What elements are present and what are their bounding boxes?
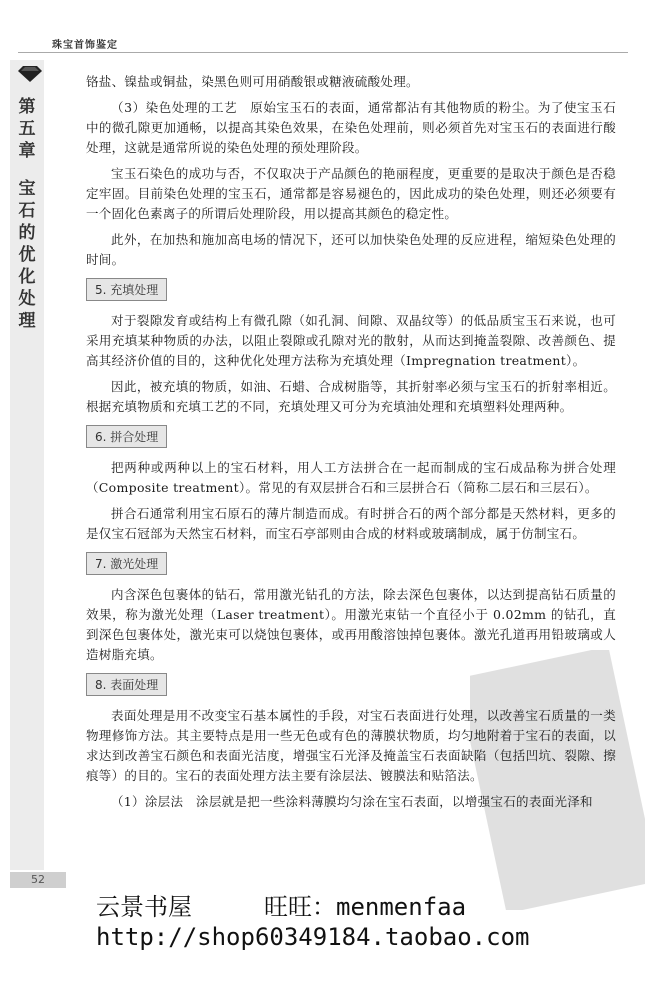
paragraph: 对于裂隙发育或结构上有微孔隙（如孔洞、间隙、双晶纹等）的低品质宝玉石来说，也可采用充填某种物质的办法，以阻止裂隙或孔隙对光的散射，从而达到掩盖裂隙、改善颜色、提高其经济价值的目的，这种优化处理方法称为充填处理（Impregnation treatment）。: [86, 313, 616, 368]
chapter-label: 第五章: [18, 97, 36, 161]
page-header: [52, 33, 118, 49]
paragraph: 把两种或两种以上的宝石材料，用人工方法拼合在一起而制成的宝石成品称为拼合处理（Composite treatment）。常见的有双层拼合石和三层拼合石（简称二层石和三层石）。: [86, 460, 616, 495]
section-heading-composite: 6. 拼合处理: [86, 425, 167, 448]
paragraph: 内含深色包裹体的钻石，常用激光钻孔的方法，除去深色包裹体，以达到提高钻石质量的效果，称为激光处理（Laser treatment）。用激光束钻一个直径小于 0.02mm 的钻孔，直到深色包裹体处，激光束可以烧蚀包裹体，或再用酸溶蚀掉包裹体。激光孔道再用铅玻璃或人造树脂充填。: [86, 587, 616, 662]
chapter-vertical-title: [14, 96, 40, 332]
chapter-title: 宝石的优化处理: [18, 179, 36, 331]
diamond-icon: [18, 66, 42, 82]
paragraph: （1）涂层法 涂层就是把一些涂料薄膜均匀涂在宝石表面，以增强宝石的表面光泽和: [111, 794, 593, 809]
section-heading-impregnation: 5. 充填处理: [86, 278, 167, 301]
main-content: [86, 72, 616, 812]
book-title: 珠宝首饰鉴定: [52, 40, 118, 51]
paragraph: 因此，被充填的物质，如油、石蜡、合成树脂等，其折射率必须与宝玉石的折射率相近。根据充填物质和充填工艺的不同，充填处理又可分为充填油处理和充填塑料处理两种。: [86, 379, 616, 414]
watermark-line-2: http://shop60349184.taobao.com: [96, 923, 530, 951]
paragraph: 此外，在加热和施加高电场的情况下，还可以加快染色处理的反应进程，缩短染色处理的时间。: [86, 232, 616, 267]
paragraph: （3）染色处理的工艺 原始宝玉石的表面，通常都沾有其他物质的粉尘。为了使宝玉石中的微孔隙更加通畅，以提高其染色效果，在染色处理前，则必须首先对宝玉石的表面进行酸处理，这就是通常所说的染色处理的预处理阶段。: [86, 100, 616, 155]
paragraph: 表面处理是用不改变宝石基本属性的手段，对宝石表面进行处理，以改善宝石质量的一类物理修饰方法。其主要特点是用一些无色或有色的薄膜状物质，均匀地附着于宝石的表面，以求达到改善宝石颜色和表面光洁度，增强宝石光泽及掩盖宝石表面缺陷（包括凹坑、裂隙、擦痕等）的目的。宝石的表面处理方法主要有涂层法、镀膜法和贴箔法。: [86, 708, 616, 783]
paragraph: 宝玉石染色的成功与否，不仅取决于产品颜色的艳丽程度，更重要的是取决于颜色是否稳定牢固。目前染色处理的宝玉石，通常都是容易褪色的，因此成功的染色处理，则还必须要有一个固化色素离子的所谓后处理阶段，用以提高其颜色的稳定性。: [86, 166, 616, 221]
shop-watermark: [96, 892, 636, 952]
page-number: 52: [10, 872, 66, 888]
header-rule: [18, 52, 628, 53]
watermark-line-1: 云景书屋 旺旺：menmenfaa: [96, 893, 467, 921]
section-heading-surface: 8. 表面处理: [86, 673, 167, 696]
paragraph: 铬盐、镍盐或铜盐，染黑色则可用硝酸银或糖液硫酸处理。: [86, 74, 419, 89]
section-heading-laser: 7. 激光处理: [86, 552, 167, 575]
paragraph: 拼合石通常利用宝石原石的薄片制造而成。有时拼合石的两个部分都是天然材料，更多的是仅宝石冠部为天然宝石材料，而宝石亭部则由合成的材料或玻璃制成，属于仿制宝石。: [86, 506, 616, 541]
